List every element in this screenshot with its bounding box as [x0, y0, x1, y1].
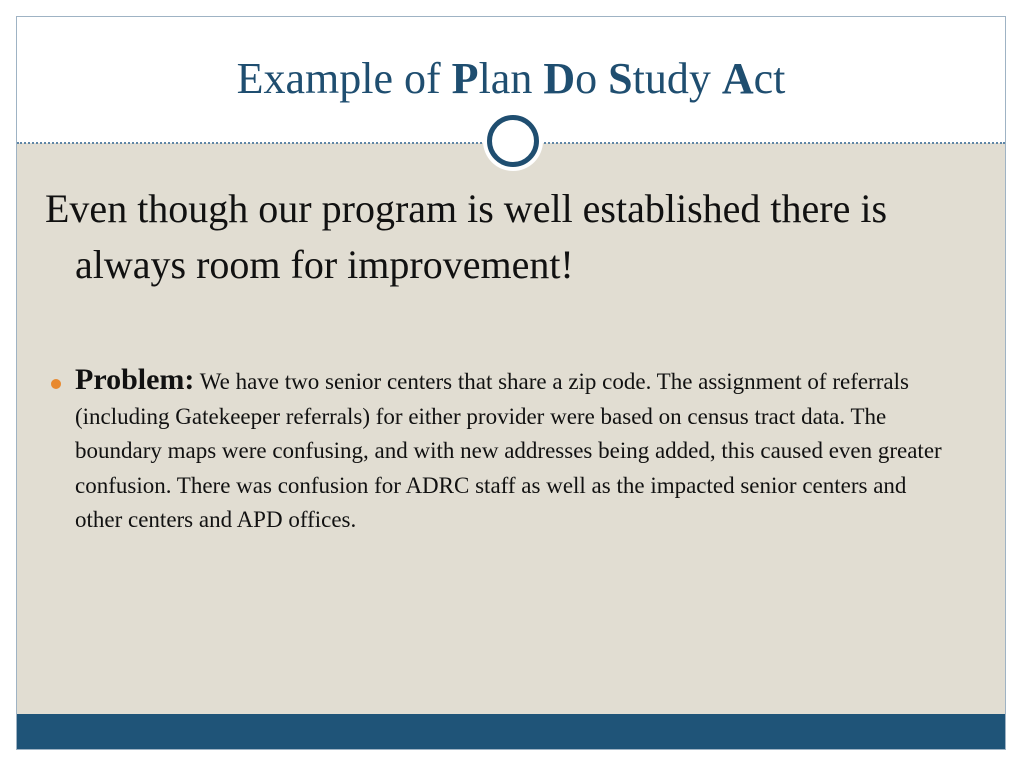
- title-part: lan: [478, 54, 544, 103]
- title-part: Example of: [236, 54, 452, 103]
- ring-ornament-inner: [493, 121, 533, 161]
- title-letter-p: P: [451, 54, 479, 103]
- problem-label: Problem:: [75, 363, 195, 396]
- title-part: ct: [753, 54, 786, 103]
- title-letter-a: A: [721, 54, 754, 103]
- title-letter-s: S: [608, 54, 633, 103]
- problem-paragraph: [75, 363, 955, 538]
- bullet-dot-icon: [51, 379, 61, 389]
- footer-bar: [17, 714, 1005, 749]
- title-part: tudy: [632, 54, 722, 103]
- intro-text: Even though our program is well established there is always room for improvement!: [45, 186, 888, 287]
- title-part: o: [575, 54, 609, 103]
- title-letter-d: D: [543, 54, 576, 103]
- slide: [16, 16, 1006, 750]
- slide-title: [17, 54, 1005, 104]
- problem-text: We have two senior centers that share a zip code. The assignment of referrals (including Gatekeeper referrals) for either provider were based on census tract data. The boundary maps were confusing, and with new addresses being added, this caused even greater confusion. There was confusion for ADRC staff as well as the impacted senior centers and other centers and APD offices.: [75, 369, 942, 532]
